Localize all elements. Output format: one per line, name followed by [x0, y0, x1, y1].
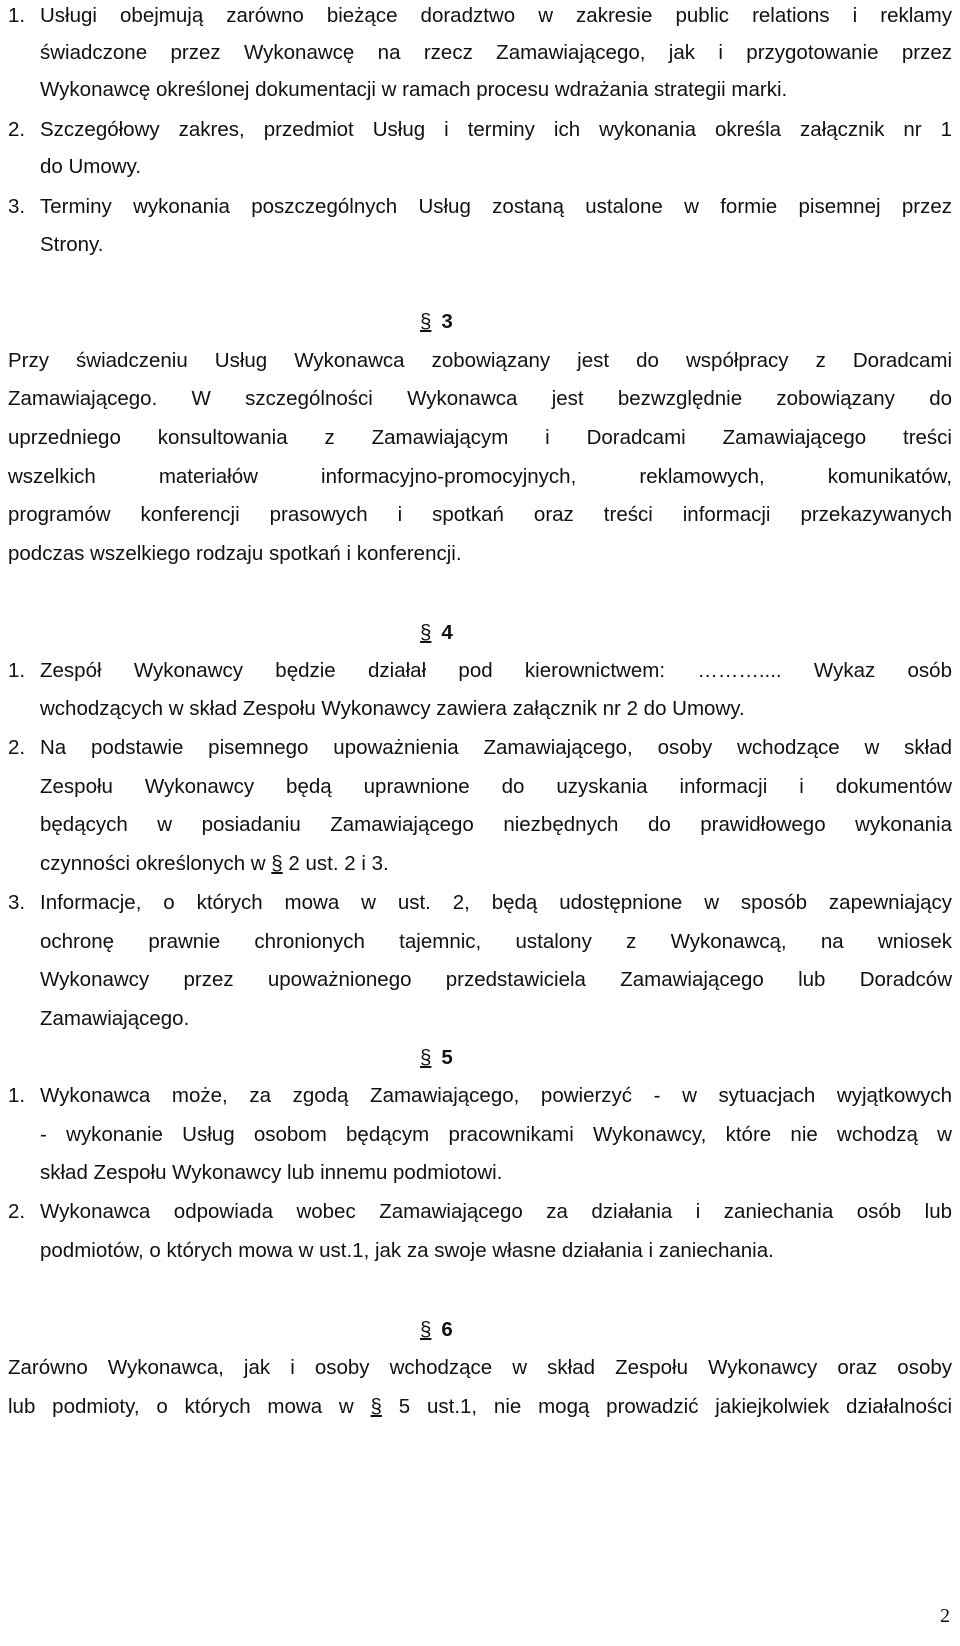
s4-p2-line-3: będących w posiadaniu Zamawiającego niezbędnych do prawidłowego wykonania [40, 813, 952, 836]
section-sign-icon: § [271, 852, 283, 875]
s6-line-2: lub podmioty, o których mowa w § 5 ust.1, nie mogą prowadzić jakiejkolwiek działalności [8, 1395, 952, 1418]
section-sign-icon: § [420, 1318, 432, 1341]
item-number: 1. [8, 4, 26, 27]
section-sign-icon: § [370, 1395, 382, 1418]
section-3-line-4: wszelkich materiałów informacyjno-promocyjnych, reklamowych, komunikatów, [8, 465, 952, 488]
item-number: 2. [8, 1200, 26, 1223]
item-1-line-2: świadczone przez Wykonawcę na rzecz Zamawiającego, jak i przygotowanie przez [40, 41, 952, 64]
item-number: 3. [8, 195, 26, 218]
section-3-line-3: uprzedniego konsultowania z Zamawiającym i Doradcami Zamawiającego treści [8, 426, 952, 449]
page-number: 2 [940, 1605, 950, 1627]
s4-p2-line-2: Zespołu Wykonawcy będą uprawnione do uzyskania informacji i dokumentów [40, 775, 952, 798]
item-number: 1. [8, 659, 26, 682]
s4-p3-line-3: Wykonawcy przez upoważnionego przedstawiciela Zamawiającego lub Doradców [40, 968, 952, 991]
s4-p2-line-4: czynności określonych w § 2 ust. 2 i 3. [40, 852, 389, 875]
item-2-line-2: do Umowy. [40, 155, 142, 178]
section-4-heading [420, 621, 453, 645]
item-1-line-1: Usługi obejmują zarówno bieżące doradztwo w zakresie public relations i reklamy [40, 4, 952, 27]
section-sign-icon: § [420, 621, 432, 644]
s4-p1-line-1: Zespół Wykonawcy będzie działał pod kierownictwem: ……….... Wykaz osób [40, 659, 952, 682]
s5-p2-line-1: Wykonawca odpowiada wobec Zamawiającego za działania i zaniechania osób lub [40, 1200, 952, 1223]
s4-p3-line-2: ochronę prawnie chronionych tajemnic, ustalony z Wykonawcą, na wniosek [40, 930, 952, 953]
s4-p2-line-1: Na podstawie pisemnego upoważnienia Zamawiającego, osoby wchodzące w skład [40, 736, 952, 759]
item-3-line-2: Strony. [40, 233, 104, 256]
item-1-line-3: Wykonawcę określonej dokumentacji w ramach procesu wdrażania strategii marki. [40, 78, 788, 101]
s5-p2-line-2: podmiotów, o których mowa w ust.1, jak za swoje własne działania i zaniechania. [40, 1239, 774, 1262]
s4-p3-line-4: Zamawiającego. [40, 1007, 190, 1030]
item-2-line-1: Szczegółowy zakres, przedmiot Usług i terminy ich wykonania określa załącznik nr 1 [40, 118, 952, 141]
s5-p1-line-1: Wykonawca może, za zgodą Zamawiającego, powierzyć - w sytuacjach wyjątkowych [40, 1084, 952, 1107]
item-number: 2. [8, 118, 26, 141]
section-6-heading [420, 1318, 453, 1342]
section-3-line-5: programów konferencji prasowych i spotkań oraz treści informacji przekazywanych [8, 503, 952, 526]
s5-p1-line-2: - wykonanie Usług osobom będącym pracownikami Wykonawcy, które nie wchodzą w [40, 1123, 952, 1146]
section-sign-icon: § [420, 1046, 432, 1069]
section-3-line-2: Zamawiającego. W szczególności Wykonawca jest bezwzględnie zobowiązany do [8, 387, 952, 410]
section-5-heading [420, 1046, 453, 1070]
section-number: 5 [441, 1046, 453, 1069]
s5-p1-line-3: skład Zespołu Wykonawcy lub innemu podmiotowi. [40, 1161, 503, 1184]
s6-line-1: Zarówno Wykonawca, jak i osoby wchodzące w skład Zespołu Wykonawcy oraz osoby [8, 1356, 952, 1379]
s4-p1-line-2: wchodzących w skład Zespołu Wykonawcy zawiera załącznik nr 2 do Umowy. [40, 697, 745, 720]
item-number: 3. [8, 891, 26, 914]
section-number: 4 [441, 621, 453, 644]
section-3-line-6: podczas wszelkiego rodzaju spotkań i konferencji. [8, 542, 462, 565]
section-3-heading [420, 310, 453, 334]
s4-p3-line-1: Informacje, o których mowa w ust. 2, będą udostępnione w sposób zapewniający [40, 891, 952, 914]
section-sign-icon: § [420, 310, 432, 333]
item-number: 2. [8, 736, 26, 759]
section-number: 3 [441, 310, 453, 333]
section-number: 6 [441, 1318, 453, 1341]
item-number: 1. [8, 1084, 26, 1107]
section-3-line-1: Przy świadczeniu Usług Wykonawca zobowiązany jest do współpracy z Doradcami [8, 349, 952, 372]
item-3-line-1: Terminy wykonania poszczególnych Usług zostaną ustalone w formie pisemnej przez [40, 195, 952, 218]
